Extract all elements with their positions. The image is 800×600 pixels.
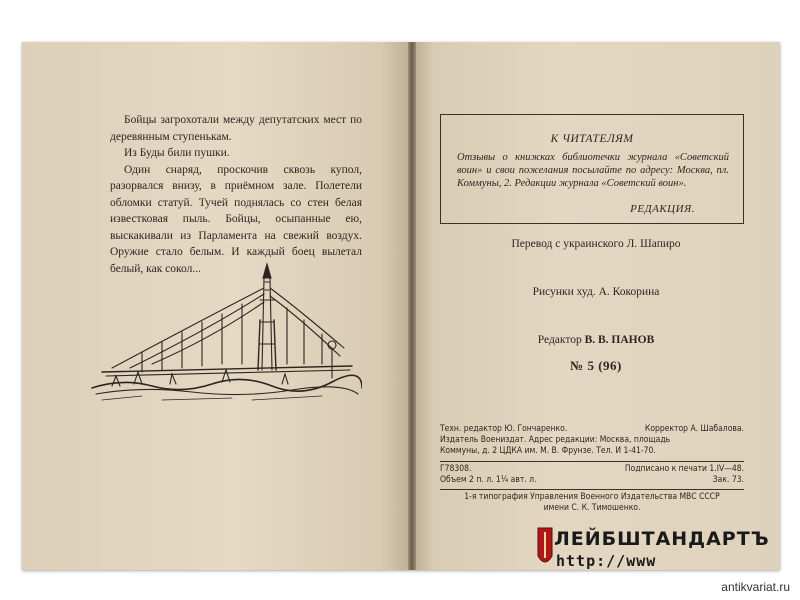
illustrations-label: Рисунки худ. bbox=[532, 286, 596, 298]
shield-logo-icon bbox=[534, 526, 556, 570]
left-page bbox=[22, 42, 412, 570]
imprint-line: Издатель Воениздат. Адрес редакции: Москва, площадь bbox=[440, 435, 671, 445]
paragraph: Бойцы загрохотали между депутатских мест по деревянным ступенькам. bbox=[110, 114, 362, 143]
readers-notice-box bbox=[440, 114, 744, 224]
book-spread bbox=[20, 42, 790, 570]
illustrator-name: А. Кокорина bbox=[598, 286, 660, 298]
imprint-line: имени С. К. Тимошенко. bbox=[543, 503, 641, 513]
proofreader: Корректор А. Шабалова. bbox=[644, 424, 744, 434]
notice-title: К ЧИТАТЕЛЯМ bbox=[550, 133, 634, 145]
editor-name: В. В. ПАНОВ bbox=[584, 334, 655, 346]
watermark-url[interactable]: http://www bbox=[556, 552, 657, 570]
translation-label: Перевод с украинского bbox=[511, 238, 624, 250]
imprint-line bbox=[440, 424, 744, 435]
watermark bbox=[534, 526, 770, 572]
right-page bbox=[412, 42, 780, 570]
site-label[interactable]: antikvariat.ru bbox=[721, 580, 790, 594]
signed-date: Подписано к печати 1.IV—48. bbox=[624, 464, 744, 474]
story-text bbox=[110, 112, 362, 277]
bridge-illustration bbox=[82, 260, 362, 410]
issue-number: № 5 (96) bbox=[570, 358, 622, 373]
imprint-line bbox=[440, 475, 744, 486]
print-code: Г78308. bbox=[440, 464, 472, 474]
editor-credit bbox=[412, 334, 780, 346]
imprint-line: Коммуны, д. 2 ЦДКА им. М. В. Фрунзе. Тел. И 1-41-70. bbox=[440, 446, 656, 456]
translator-name: Л. Шапиро bbox=[626, 238, 681, 250]
watermark-title: ЛЕЙБШТАНДАРТЪ bbox=[554, 528, 770, 550]
tech-editor: Техн. редактор Ю. Гончаренко. bbox=[440, 424, 568, 434]
paragraph: Один снаряд, проскочив сквозь купол, разорвался внизу, в приёмном зале. Полетели обломки статуй. Тучей поднялась со стен белая известковая пыль. Бойцы, осыпанные ею, выскакивали из Парламента на свежий воздух. Оружие стало белым. И каждый боец вылетал белый, как сокол... bbox=[110, 163, 362, 275]
divider bbox=[440, 489, 744, 490]
editor-label: Редактор bbox=[537, 334, 582, 346]
illustrations-credit bbox=[412, 286, 780, 298]
imprint-line: 1-я типография Управления Военного Издательства МВС СССР bbox=[464, 492, 720, 502]
paragraph: Из Буды били пушки. bbox=[124, 147, 230, 159]
notice-signature: РЕДАКЦИЯ. bbox=[630, 203, 695, 215]
notice-text: Отзывы о книжках библиотечки журнала «Советский воин» и свои пожелания посылайте по адресу: Москва, пл. Коммуны, 2. Редакции журнала «Советский воин». bbox=[457, 152, 729, 189]
imprint-line bbox=[440, 464, 744, 475]
volume: Объем 2 п. л. 1¼ авт. л. bbox=[440, 475, 537, 485]
book-gutter bbox=[408, 42, 416, 570]
order-number: Зак. 73. bbox=[712, 475, 744, 485]
divider bbox=[440, 461, 744, 462]
translation-credit bbox=[412, 238, 780, 250]
